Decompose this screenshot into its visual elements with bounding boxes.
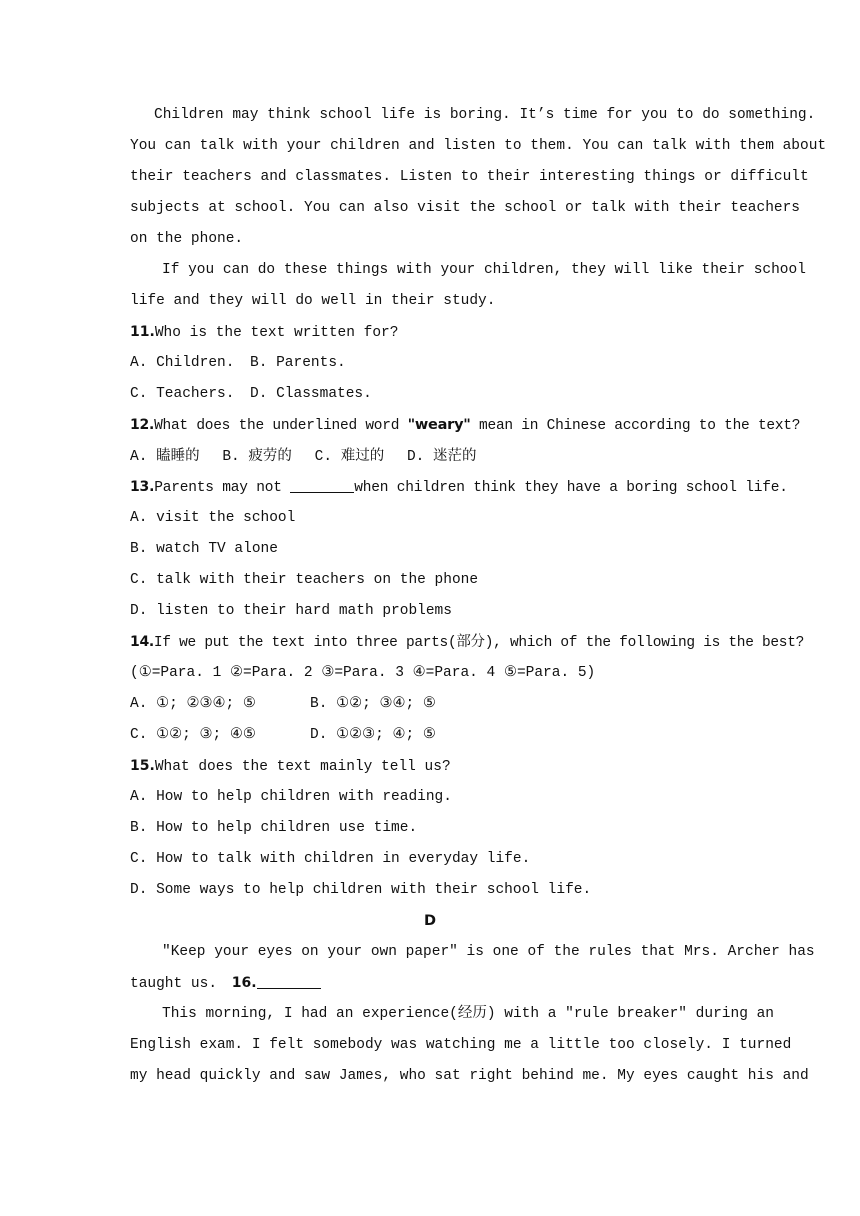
question-text: What does the text mainly tell us? [154, 759, 451, 775]
option-c: 难过的 [340, 448, 385, 464]
option-c: C. How to talk with children in everyday life. [130, 851, 531, 867]
option-c: C. ①②; ③; ④⑤ [130, 727, 256, 743]
option-a: A. Children. [130, 355, 235, 371]
paragraph-line: "Keep your eyes on your own paper" is one of the rules that Mrs. Archer has [162, 944, 815, 960]
paragraph-line: This morning, I had an experience(经历) with a "rule breaker" during an [162, 1006, 774, 1022]
paragraph-line: You can talk with your children and listen to them. You can talk with them about [130, 138, 827, 154]
option-a: 瞌睡的 [156, 448, 200, 464]
paragraph-line: their teachers and classmates. Listen to their interesting things or difficult [130, 169, 809, 185]
blank-number: 16. [231, 975, 257, 991]
question-number: 13. [130, 479, 155, 495]
option-b: B. How to help children use time. [130, 820, 418, 836]
option-d: 迷茫的 [433, 448, 477, 464]
option-d: D. ①②③; ④; ⑤ [310, 727, 436, 743]
option-d: D. listen to their hard math problems [130, 603, 452, 619]
page-content [130, 100, 827, 1092]
option-a: A. How to help children with reading. [130, 789, 452, 805]
option-b: B. Parents. [250, 355, 346, 371]
passage-c-paragraph-4 [130, 100, 827, 255]
option-a: A. ①; ②③④; ⑤ [130, 696, 256, 712]
option-b-letter: B. [222, 449, 240, 465]
question-number: 15. [130, 758, 155, 774]
option-b: B. ①②; ③④; ⑤ [310, 696, 436, 712]
question-12 [130, 410, 801, 472]
passage-c-paragraph-5 [130, 255, 806, 317]
option-d-letter: D. [406, 449, 425, 465]
option-b: 疲劳的 [248, 448, 292, 464]
question-text: Who is the text written for? [154, 325, 399, 341]
option-a-letter: A. [130, 449, 148, 465]
paragraph-line: English exam. I felt somebody was watching me a little too closely. I turned [130, 1037, 792, 1053]
paragraph-key-note: (①=Para. 1 ②=Para. 2 ③=Para. 3 ④=Para. 4 ⑤=Para. 5) [130, 665, 596, 681]
question-15 [130, 751, 730, 906]
option-c: C. Teachers. [130, 386, 235, 402]
answer-blank[interactable] [290, 478, 354, 493]
paragraph-line: Children may think school life is boring. It’s time for you to do something. [154, 107, 816, 123]
option-c: C. talk with their teachers on the phone [130, 572, 479, 588]
question-text: If we put the text into three parts(部分), which of the following is the best? [153, 635, 805, 651]
option-b: B. watch TV alone [130, 541, 278, 557]
paragraph-line: my head quickly and saw James, who sat right behind me. My eyes caught his and [130, 1068, 809, 1084]
question-13 [130, 472, 788, 627]
paragraph-line: life and they will do well in their study. [130, 293, 496, 309]
question-14 [130, 627, 805, 751]
option-d: D. Some ways to help children with their school life. [130, 882, 592, 898]
paragraph-line: taught us. [130, 976, 218, 992]
question-text-after: mean in Chinese according to the text? [470, 418, 801, 434]
question-text-before: Parents may not [154, 480, 291, 496]
question-number: 14. [130, 634, 154, 650]
underlined-word: "weary" [407, 417, 471, 433]
paragraph-line: If you can do these things with your children, they will like their school [162, 262, 806, 278]
option-a: A. visit the school [130, 510, 296, 526]
question-number: 12. [130, 417, 155, 433]
question-11 [130, 317, 730, 410]
option-c-letter: C. [314, 449, 333, 465]
question-number: 11. [130, 324, 155, 340]
passage-d [130, 906, 815, 1092]
question-text-after: when children think they have a boring school life. [354, 480, 788, 496]
paragraph-line: on the phone. [130, 231, 244, 247]
section-heading: D [423, 913, 437, 929]
option-d: D. Classmates. [250, 386, 372, 402]
question-text-before: What does the underlined word [154, 418, 408, 434]
answer-blank[interactable] [257, 974, 321, 989]
paragraph-line: subjects at school. You can also visit the school or talk with their teachers [130, 200, 801, 216]
